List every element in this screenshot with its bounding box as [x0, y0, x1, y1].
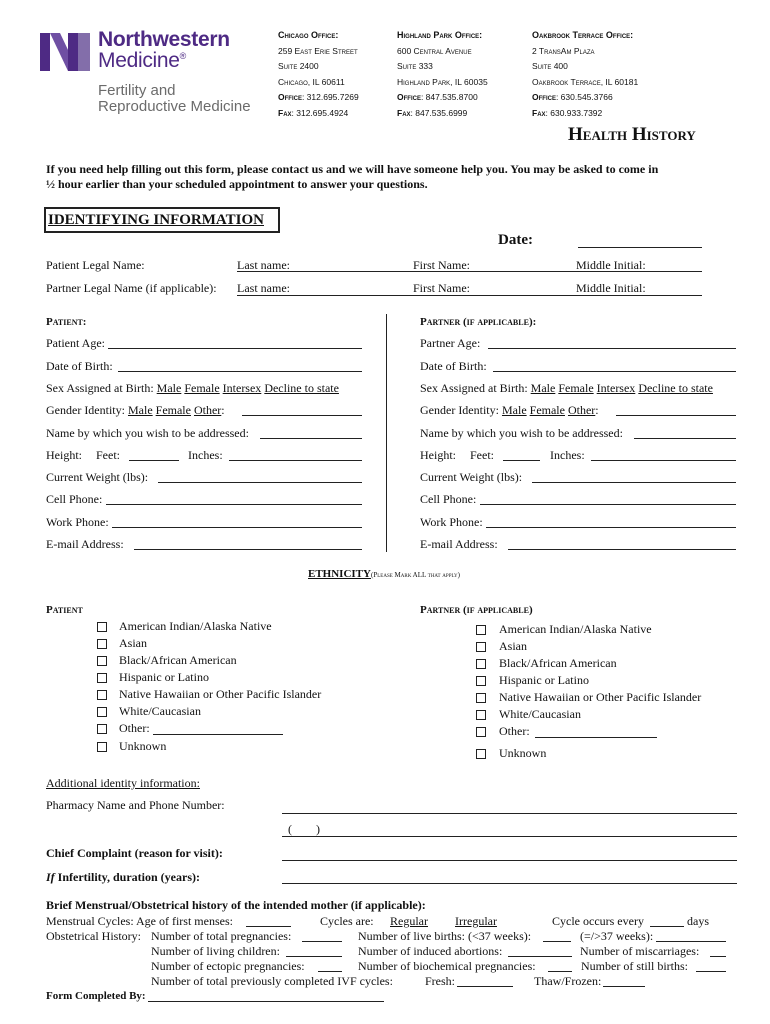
checkbox[interactable]	[476, 749, 486, 759]
gender-label: Gender Identity:	[46, 403, 125, 417]
partner-work-label: Work Phone:	[420, 515, 483, 529]
office-fax: Fax: 630.933.7392	[532, 107, 603, 118]
partner-inches-field[interactable]	[591, 460, 736, 461]
partner-last-name-label: Last name:	[237, 281, 290, 295]
patient-dob-field[interactable]	[118, 371, 362, 372]
ethnicity-option: White/Caucasian	[119, 704, 201, 718]
sex-option-decline[interactable]: Decline to state	[264, 381, 339, 395]
ethnicity-option: Unknown	[119, 739, 167, 753]
patient-middle-initial-label: Middle Initial:	[576, 258, 646, 272]
partner-weight-label: Current Weight (lbs):	[420, 470, 523, 484]
checkbox[interactable]	[476, 642, 486, 652]
office-address-line: Suite 333	[397, 61, 433, 71]
ethnicity-option: Unknown	[499, 746, 547, 760]
ethnicity-option: Other:	[499, 724, 530, 738]
partner-height-label: Height:	[420, 448, 456, 462]
page-title: Health History	[568, 124, 696, 145]
gender-option-female[interactable]: Female	[155, 403, 191, 417]
checkbox[interactable]	[476, 625, 486, 635]
partner-feet-field[interactable]	[503, 460, 540, 461]
ethnicity-other-field[interactable]	[153, 734, 283, 735]
checkbox[interactable]	[97, 673, 107, 683]
obstetrical-label: Obstetrical History:	[46, 929, 141, 943]
gender-colon: :	[595, 403, 599, 417]
ethnicity-option: American Indian/Alaska Native	[119, 619, 272, 633]
sex-option-male[interactable]: Male	[156, 381, 182, 395]
gender-option-male[interactable]: Male	[127, 403, 153, 417]
patient-height-label: Height:	[46, 448, 82, 462]
live-births-fullterm-field[interactable]	[656, 941, 726, 942]
patient-feet-label: Feet:	[96, 448, 120, 462]
additional-identity-label: Additional identity information:	[46, 776, 200, 790]
patient-email-label: E-mail Address:	[46, 537, 124, 551]
checkbox[interactable]	[97, 656, 107, 666]
partner-first-name-label: First Name:	[413, 281, 470, 295]
partner-email-label: E-mail Address:	[420, 537, 498, 551]
ivf-thaw-field[interactable]	[603, 986, 645, 987]
checkbox[interactable]	[97, 690, 107, 700]
patient-legal-name-label: Patient Legal Name:	[46, 258, 145, 272]
gender-option-female[interactable]: Female	[529, 403, 565, 417]
nm-logo-mark-icon	[38, 31, 92, 73]
infertility-duration-label: If Infertility, duration (years):	[46, 870, 200, 884]
brand-sub-line2: Reproductive Medicine	[98, 98, 251, 115]
sex-option-male[interactable]: Male	[530, 381, 556, 395]
checkbox[interactable]	[476, 659, 486, 669]
partner-work-field[interactable]	[486, 527, 736, 528]
office-phone: Office: 847.535.8700	[397, 92, 478, 102]
sex-label: Sex Assigned at Birth:	[46, 381, 154, 395]
ethnicity-option: Hispanic or Latino	[499, 673, 589, 687]
still-births-label: Number of still births:	[581, 959, 688, 973]
ethnicity-option: Black/African American	[499, 656, 617, 670]
patient-header: Patient:	[46, 316, 87, 328]
cycle-days-label: days	[687, 914, 709, 928]
ethnicity-partner-header: Partner (if applicable)	[420, 604, 533, 616]
sex-option-female[interactable]: Female	[558, 381, 594, 395]
live-births-preterm-field[interactable]	[543, 941, 571, 942]
partner-weight-field[interactable]	[532, 482, 736, 483]
office-address-line: 2 TransAm Plaza	[532, 45, 595, 56]
pharmacy-label: Pharmacy Name and Phone Number:	[46, 798, 225, 812]
checkbox[interactable]	[476, 676, 486, 686]
checkbox[interactable]	[97, 622, 107, 632]
ethnicity-option: Asian	[499, 639, 527, 653]
patient-age-label: Patient Age:	[46, 336, 105, 350]
date-label: Date:	[498, 232, 533, 248]
partner-email-field[interactable]	[508, 549, 736, 550]
live-births-preterm-label: Number of live births: (<37 weeks):	[358, 929, 532, 943]
partner-age-label: Partner Age:	[420, 336, 481, 350]
live-births-fullterm-label: (=/>37 weeks):	[580, 929, 654, 943]
ethnicity-other-field[interactable]	[535, 737, 657, 738]
patient-age-field[interactable]	[108, 348, 362, 349]
office-phone: Office: 312.695.7269	[278, 92, 359, 102]
brand-name-line2: Medicine®	[98, 49, 186, 72]
patient-first-name-label: First Name:	[413, 258, 470, 272]
total-pregnancies-label: Number of total pregnancies:	[151, 929, 292, 943]
patient-cell-field[interactable]	[106, 504, 362, 505]
induced-abortions-field[interactable]	[508, 956, 572, 957]
ethnicity-patient-header: Patient	[46, 604, 83, 616]
sex-option-decline[interactable]: Decline to state	[638, 381, 713, 395]
chief-complaint-label: Chief Complaint (reason for visit):	[46, 846, 223, 860]
patient-inches-field[interactable]	[229, 460, 362, 461]
office-address-line: Highland Park, IL 60035	[397, 76, 488, 87]
patient-email-field[interactable]	[134, 549, 362, 550]
partner-sex-row	[420, 381, 713, 396]
miscarriages-label: Number of miscarriages:	[580, 944, 700, 958]
column-divider	[386, 314, 387, 552]
form-completed-by-field[interactable]	[148, 1001, 384, 1002]
total-pregnancies-field[interactable]	[302, 941, 342, 942]
menstrual-age-label: Menstrual Cycles: Age of first menses:	[46, 914, 233, 928]
infertility-duration-field[interactable]	[282, 883, 737, 884]
checkbox[interactable]	[476, 710, 486, 720]
office-address-line: Suite 2400	[278, 61, 319, 71]
cycles-are-label: Cycles are:	[320, 914, 374, 928]
pharmacy-phone-field[interactable]	[282, 836, 737, 837]
ethnicity-option: Black/African American	[119, 653, 237, 667]
partner-legal-name-label: Partner Legal Name (if applicable):	[46, 281, 217, 295]
cycle-occurs-label: Cycle occurs every	[552, 914, 644, 928]
ivf-fresh-field[interactable]	[457, 986, 513, 987]
partner-cell-label: Cell Phone:	[420, 492, 477, 506]
living-children-field[interactable]	[286, 956, 342, 957]
office-title: Highland Park Office:	[397, 30, 483, 40]
patient-dob-label: Date of Birth:	[46, 359, 113, 373]
ivf-cycles-label: Number of total previously completed IVF cycles:	[151, 974, 393, 988]
menstrual-age-field[interactable]	[246, 926, 291, 927]
pharmacy-name-field[interactable]	[282, 813, 737, 814]
ectopic-field[interactable]	[318, 971, 342, 972]
patient-name-addressed-field[interactable]	[260, 438, 362, 439]
ethnicity-option: Native Hawaiian or Other Pacific Islander	[499, 690, 702, 704]
partner-name-addressed-field[interactable]	[634, 438, 736, 439]
checkbox[interactable]	[97, 707, 107, 717]
miscarriages-field[interactable]	[710, 956, 726, 957]
ethnicity-note: (Please Mark ALL that apply)	[371, 571, 460, 579]
date-field[interactable]	[578, 247, 702, 248]
office-address-line: Chicago, IL 60611	[278, 76, 345, 87]
office-address-line: 600 Central Avenue	[397, 45, 472, 56]
induced-abortions-label: Number of induced abortions:	[358, 944, 503, 958]
partner-feet-label: Feet:	[470, 448, 494, 462]
partner-gender-row	[420, 403, 599, 418]
ectopic-label: Number of ectopic pregnancies:	[151, 959, 305, 973]
sex-label: Sex Assigned at Birth:	[420, 381, 528, 395]
office-oakbrook-terrace	[532, 28, 638, 121]
office-address-line: 259 East Erie Street	[278, 45, 358, 56]
ethnicity-option: Hispanic or Latino	[119, 670, 209, 684]
patient-gender-other-field[interactable]	[242, 415, 362, 416]
ivf-fresh-label: Fresh:	[425, 974, 455, 988]
checkbox[interactable]	[97, 724, 107, 734]
ethnicity-option: Asian	[119, 636, 147, 650]
intro-line-2: ½ hour earlier than your scheduled appointment to answer your questions.	[46, 177, 428, 191]
gender-option-male[interactable]: Male	[501, 403, 527, 417]
patient-last-name-label: Last name:	[237, 258, 290, 272]
patient-feet-field[interactable]	[129, 460, 179, 461]
patient-sex-row	[46, 381, 339, 396]
ethnicity-title: ETHNICITY	[308, 568, 371, 580]
partner-dob-label: Date of Birth:	[420, 359, 487, 373]
office-title: Oakbrook Terrace Office:	[532, 30, 634, 40]
partner-middle-initial-label: Middle Initial:	[576, 281, 646, 295]
partner-age-field[interactable]	[488, 348, 736, 349]
patient-weight-field[interactable]	[158, 482, 362, 483]
ivf-thaw-label: Thaw/Frozen:	[534, 974, 602, 988]
patient-weight-label: Current Weight (lbs):	[46, 470, 149, 484]
gender-colon: :	[221, 403, 225, 417]
patient-name-addressed-label: Name by which you wish to be addressed:	[46, 426, 249, 440]
sex-option-intersex[interactable]: Intersex	[596, 381, 636, 395]
gender-label: Gender Identity:	[420, 403, 499, 417]
cycle-occurs-field[interactable]	[650, 926, 684, 927]
patient-inches-label: Inches:	[188, 448, 223, 462]
brand-name-line1: Northwestern	[98, 28, 230, 51]
sex-option-female[interactable]: Female	[184, 381, 220, 395]
ethnicity-option: Native Hawaiian or Other Pacific Islander	[119, 687, 322, 701]
brand-sub-line1: Fertility and	[98, 82, 176, 99]
patient-work-field[interactable]	[112, 527, 362, 528]
living-children-label: Number of living children:	[151, 944, 280, 958]
checkbox[interactable]	[97, 742, 107, 752]
chief-complaint-field[interactable]	[282, 860, 737, 861]
checkbox[interactable]	[97, 639, 107, 649]
checkbox[interactable]	[476, 693, 486, 703]
partner-name-addressed-label: Name by which you wish to be addressed:	[420, 426, 623, 440]
office-phone: Office: 630.545.3766	[532, 92, 613, 102]
partner-dob-field[interactable]	[493, 371, 736, 372]
form-completed-by-label: Form Completed By:	[46, 990, 146, 1002]
biochemical-field[interactable]	[548, 971, 572, 972]
ethnicity-option: Other:	[119, 721, 150, 735]
still-births-field[interactable]	[696, 971, 726, 972]
cycles-regular-option[interactable]: Regular	[390, 914, 428, 928]
patient-cell-label: Cell Phone:	[46, 492, 103, 506]
patient-work-label: Work Phone:	[46, 515, 109, 529]
office-fax: Fax: 847.535.6999	[397, 107, 468, 118]
patient-gender-row	[46, 403, 225, 418]
office-address-line: Oakbrook Terrace, IL 60181	[532, 76, 639, 87]
biochemical-label: Number of biochemical pregnancies:	[358, 959, 536, 973]
partner-cell-field[interactable]	[480, 504, 736, 505]
section-identifying-title: IDENTIFYING INFORMATION	[48, 212, 264, 228]
checkbox[interactable]	[476, 727, 486, 737]
gender-option-other[interactable]: Other	[567, 403, 596, 417]
office-fax: Fax: 312.695.4924	[278, 107, 349, 118]
partner-gender-other-field[interactable]	[616, 415, 736, 416]
office-title: Chicago Office:	[278, 30, 339, 40]
office-highland-park	[397, 28, 488, 121]
partner-header: Partner (if applicable):	[420, 316, 537, 328]
gender-option-other[interactable]: Other	[193, 403, 222, 417]
sex-option-intersex[interactable]: Intersex	[222, 381, 262, 395]
menstrual-title: Brief Menstrual/Obstetrical history of the intended mother (if applicable):	[46, 898, 426, 912]
intro-line-1: If you need help filling out this form, please contact us and we will have someone help you. You may be asked to come in	[46, 162, 659, 176]
ethnicity-option: American Indian/Alaska Native	[499, 622, 652, 636]
cycles-irregular-option[interactable]: Irregular	[455, 914, 497, 928]
partner-inches-label: Inches:	[550, 448, 585, 462]
office-chicago	[278, 28, 359, 121]
ethnicity-option: White/Caucasian	[499, 707, 581, 721]
office-address-line: Suite 400	[532, 61, 568, 71]
pharmacy-phone-parens: ( )	[288, 822, 320, 836]
